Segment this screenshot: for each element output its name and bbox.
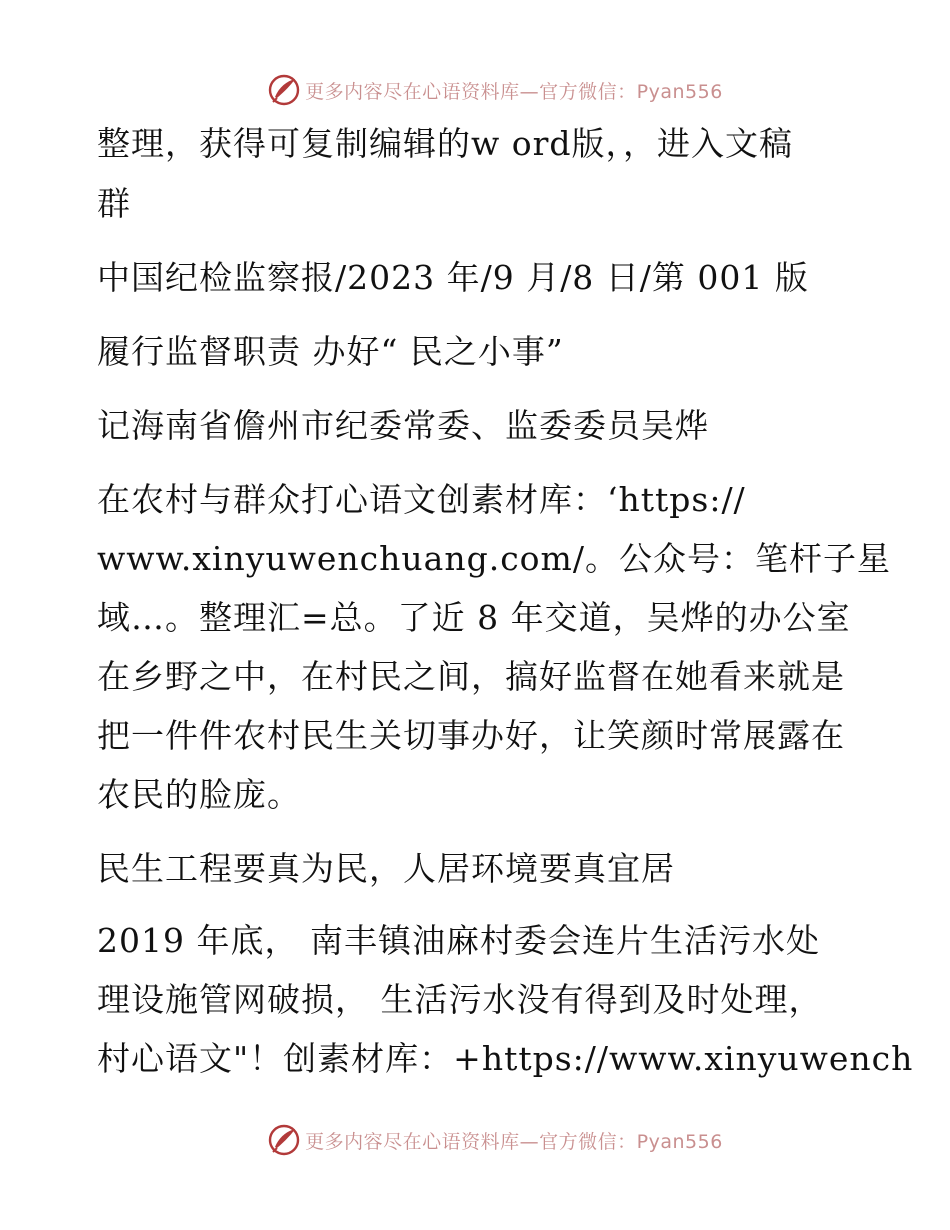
body-line: www.xinyuwenchuang.com/。公众号：笔杆子星 xyxy=(97,539,891,578)
footer-banner xyxy=(0,1120,950,1160)
header-banner xyxy=(0,70,950,110)
feather-pen-circle-icon xyxy=(267,73,301,107)
footer-banner-text: 更多内容尽在心语资料库—官方微信：Pyan556 xyxy=(305,1130,723,1153)
body-line: 把一件件农村民生关切事办好，让笑颜时常展露在 xyxy=(97,716,845,755)
body-line: 在乡野之中，在村民之间，搞好监督在她看来就是 xyxy=(97,657,845,696)
body-line: 在农村与群众打心语文创素材库：‘https:// xyxy=(97,480,746,519)
body-line: 农民的脸庞。 xyxy=(97,775,301,814)
body-line: 理设施管网破损， 生活污水没有得到及时处理， xyxy=(97,980,823,1019)
body-line: 民生工程要真为民，人居环境要真宜居 xyxy=(97,849,675,888)
feather-pen-circle-icon xyxy=(267,1123,301,1157)
body-line: 履行监督职责 办好“ 民之小事” xyxy=(97,332,564,371)
body-line: 域…。整理汇=总。了近 8 年交道，吴烨的办公室 xyxy=(97,598,851,637)
body-line: 记海南省儋州市纪委常委、监委委员吴烨 xyxy=(97,406,709,445)
header-banner-content xyxy=(267,73,723,107)
body-line: 整理，获得可复制编辑的w ord版，，进入文稿 xyxy=(97,124,794,163)
body-line: 群 xyxy=(97,184,131,223)
body-line: 中国纪检监察报/2023 年/9 月/8 日/第 001 版 xyxy=(97,258,809,297)
header-banner-text: 更多内容尽在心语资料库—官方微信：Pyan556 xyxy=(305,80,723,103)
body-line: 2019 年底， 南丰镇油麻村委会连片生活污水处 xyxy=(97,921,820,960)
body-line: 村心语文"！创素材库：+https://www.xinyuwench xyxy=(97,1039,914,1078)
footer-banner-content xyxy=(267,1123,723,1157)
